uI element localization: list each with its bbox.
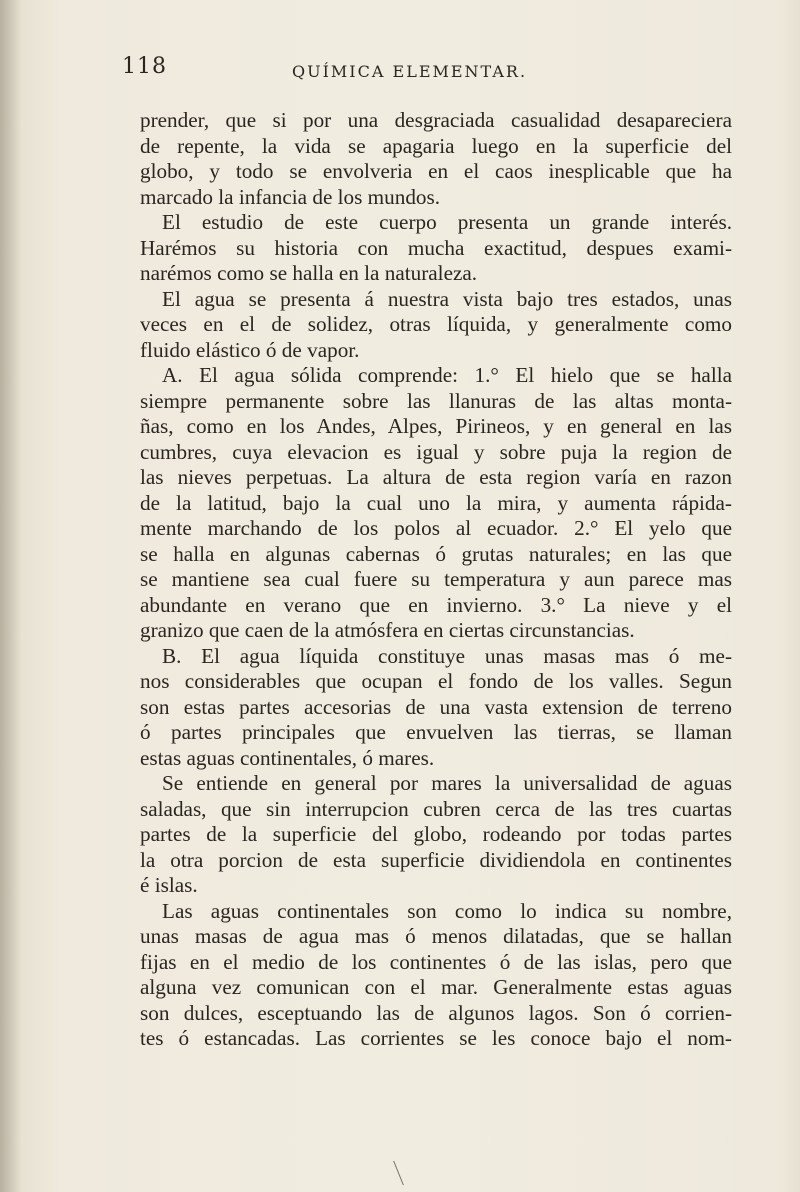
page-number: 118 bbox=[122, 54, 167, 79]
text-line: marcado la infancia de los mundos. bbox=[140, 184, 441, 209]
text-line: abundante en verano que en invierno. 3.° La nieve y el bbox=[140, 592, 732, 617]
text-line: la otra porcion de esta superficie dividiendola en continentes bbox=[140, 847, 732, 872]
page-header bbox=[0, 54, 800, 94]
text-line: alguna vez comunican con el mar. Generalmente estas aguas bbox=[140, 975, 732, 999]
text-line: ñas, como en los Andes, Alpes, Pirineos, y en general en las bbox=[140, 414, 732, 438]
text-line: unas masas de agua mas ó menos dilatadas, que se hallan bbox=[140, 924, 732, 948]
text-line: B. El agua líquida constituye unas masas mas ó me- bbox=[162, 643, 732, 668]
text-line: El agua se presenta á nuestra vista bajo tres estados, unas bbox=[162, 286, 732, 311]
body-text bbox=[140, 108, 732, 1052]
text-line: globo, y todo se envolveria en el caos inesplicable que ha bbox=[140, 159, 732, 183]
text-line: é islas. bbox=[140, 873, 198, 897]
text-line: ó partes principales que envuelven las tierras, se llaman bbox=[140, 720, 732, 744]
text-line: Harémos su historia con mucha exactitud, despues exami- bbox=[140, 235, 732, 260]
text-line: Las aguas continentales son como lo indica su nombre, bbox=[162, 898, 732, 923]
text-line: nos considerables que ocupan el fondo de los valles. Segun bbox=[140, 669, 732, 693]
text-line: cumbres, cuya elevacion es igual y sobre puja la region de bbox=[140, 439, 732, 464]
running-head: QUÍMICA ELEMENTAR. bbox=[292, 62, 528, 81]
text-line: estas aguas continentales, ó mares. bbox=[140, 745, 435, 770]
text-line: de repente, la vida se apagaria luego en la superficie del bbox=[140, 133, 732, 158]
stray-pencil-mark bbox=[393, 1161, 404, 1185]
text-line: las nieves perpetuas. La altura de esta region varía en razon bbox=[140, 465, 732, 489]
text-line: se halla en algunas cabernas ó grutas naturales; en las que bbox=[140, 541, 732, 566]
text-line: veces en el de solidez, otras líquida, y generalmente como bbox=[140, 312, 732, 336]
text-line: siempre permanente sobre las llanuras de las altas monta- bbox=[140, 388, 732, 413]
text-line: El estudio de este cuerpo presenta un grande interés. bbox=[162, 210, 732, 234]
text-line: narémos como se halla en la naturaleza. bbox=[140, 261, 478, 285]
text-line: tes ó estancadas. Las corrientes se les conoce bajo el nom- bbox=[140, 1026, 732, 1050]
text-line: de la latitud, bajo la cual uno la mira, y aumenta rápida- bbox=[140, 490, 732, 515]
text-line: mente marchando de los polos al ecuador. 2.° El yelo que bbox=[140, 516, 732, 540]
text-line: saladas, que sin interrupcion cubren cerca de las tres cuartas bbox=[140, 796, 732, 821]
text-line: prender, que si por una desgraciada casualidad desapareciera bbox=[140, 108, 732, 132]
binding-gutter-shadow bbox=[0, 0, 22, 1192]
text-line: son estas partes accesorias de una vasta extension de terreno bbox=[140, 694, 732, 719]
text-line: fijas en el medio de los continentes ó de las islas, pero que bbox=[140, 949, 732, 974]
text-line: A. El agua sólida comprende: 1.° El hielo que se halla bbox=[162, 363, 732, 387]
text-line: Se entiende en general por mares la universalidad de aguas bbox=[162, 771, 732, 795]
text-line: granizo que caen de la atmósfera en ciertas circunstancias. bbox=[140, 618, 635, 642]
text-line: fluido elástico ó de vapor. bbox=[140, 337, 360, 362]
text-line: partes de la superficie del globo, rodeando por todas partes bbox=[140, 822, 732, 846]
text-line: son dulces, esceptuando las de algunos lagos. Son ó corrien- bbox=[140, 1000, 732, 1025]
text-line: se mantiene sea cual fuere su temperatura y aun parece mas bbox=[140, 567, 732, 591]
